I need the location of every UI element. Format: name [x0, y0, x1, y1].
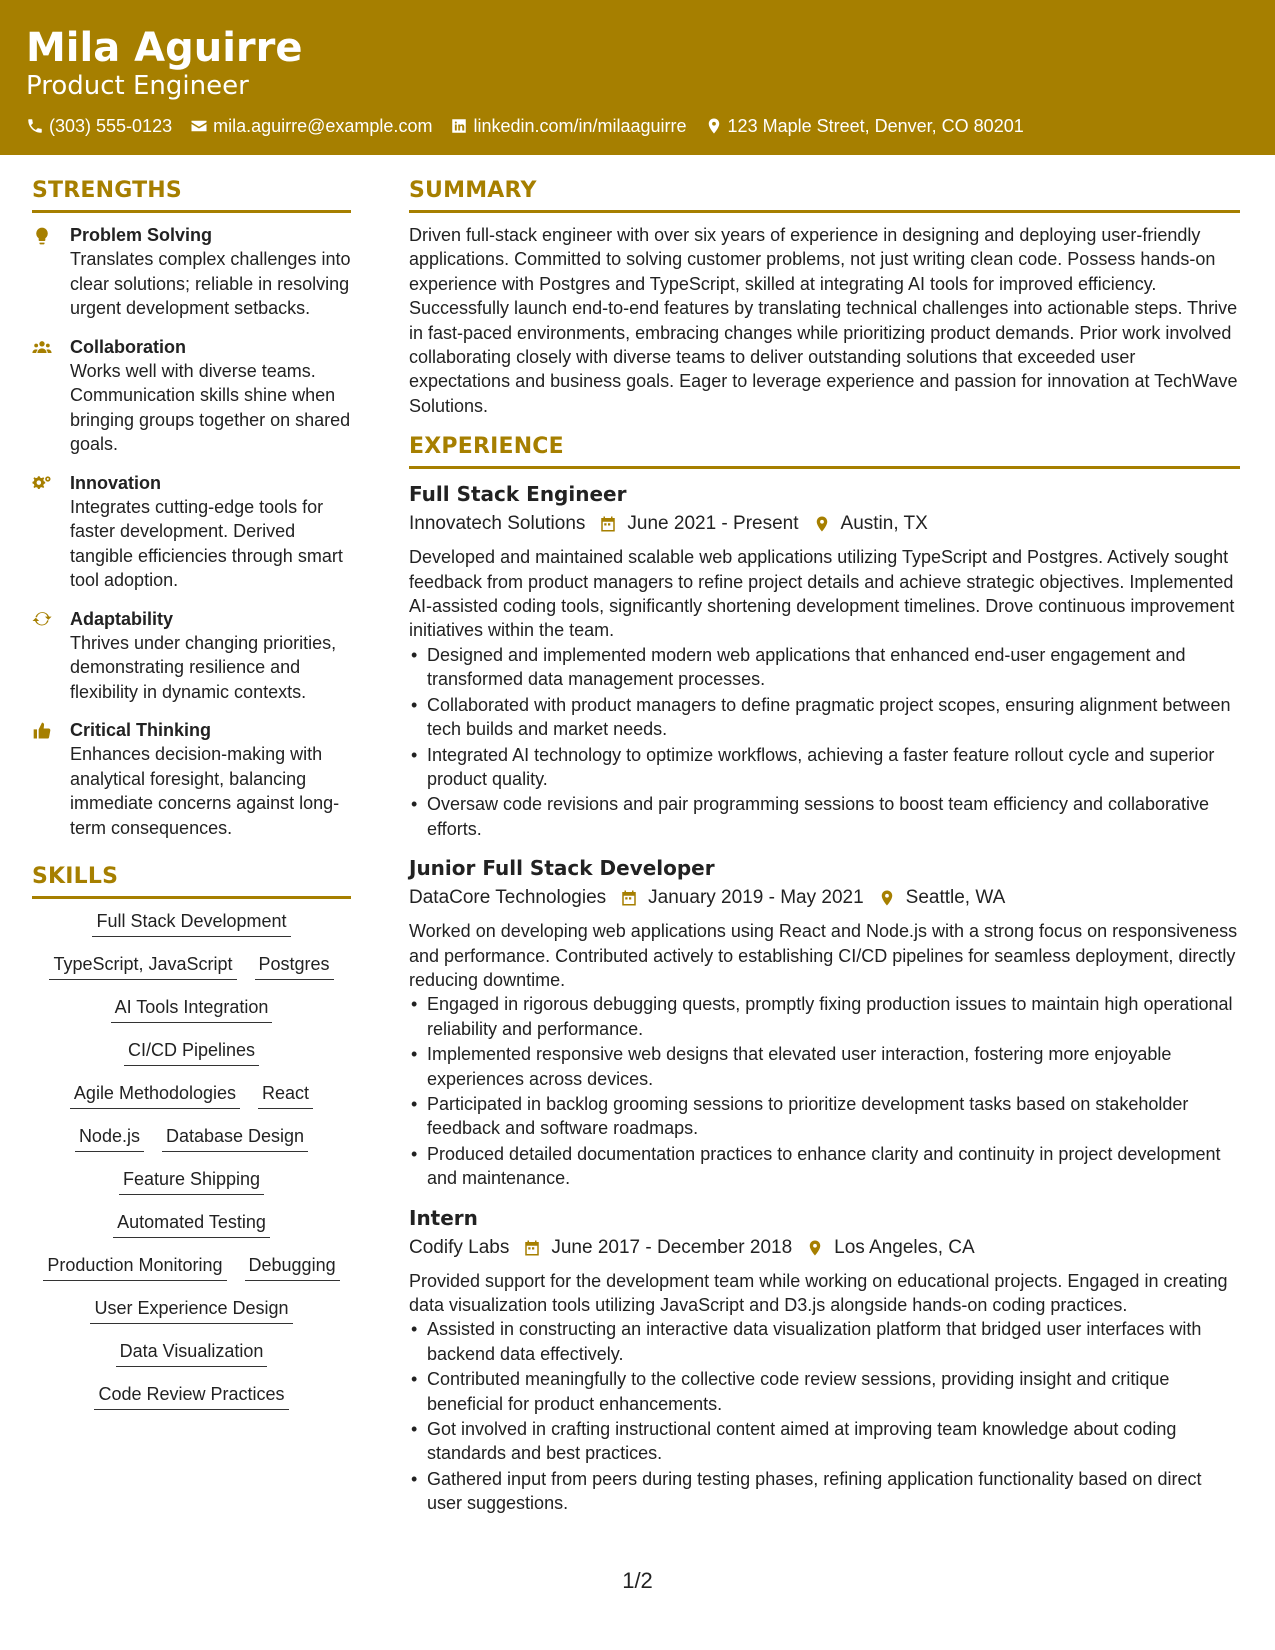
job-dates: June 2017 - December 2018 — [551, 1236, 793, 1258]
strength-desc: Translates complex challenges into clear solutions; reliable in resolving urgent development setbacks. — [70, 249, 351, 318]
email-text: mila.aguirre@example.com — [213, 116, 433, 136]
job-dates: January 2019 - May 2021 — [648, 887, 864, 909]
skill-tag: Code Review Practices — [94, 1382, 288, 1410]
job-bullets — [409, 643, 1240, 841]
page-number: 1/2 — [622, 1568, 653, 1593]
resume-header — [0, 0, 1275, 155]
job-company: DataCore Technologies — [409, 887, 607, 909]
strength-desc: Integrates cutting-edge tools for faster development. Derived tangible efficiencies through smart tool adoption. — [70, 496, 343, 590]
skills-heading: SKILLS — [32, 862, 351, 899]
list-item: • Integrated AI technology to optimize workflows, achieving a faster feature rollout cycle and superior product quality. — [409, 743, 1240, 792]
job-bullets — [409, 1317, 1240, 1515]
calendar-icon — [620, 889, 638, 907]
list-item: • Engaged in rigorous debugging quests, promptly fixing production issues to maintain high operational reliability and performance. — [409, 992, 1240, 1041]
strength-item — [32, 718, 351, 840]
list-item: • Participated in backlog grooming sessions to prioritize development tasks based on stakeholder feedback and software roadmaps. — [409, 1092, 1240, 1141]
phone-icon — [26, 117, 44, 135]
strength-title: Problem Solving — [70, 225, 213, 245]
skill-tag: Data Visualization — [116, 1339, 268, 1367]
job-entry — [409, 853, 1240, 1190]
cogs-icon — [32, 474, 52, 494]
map-marker-icon — [813, 515, 831, 533]
summary-text: Driven full-stack engineer with over six years of experience in designing and deploying user-friendly applications. Committed to solving customer problems, not just writing clean code. Possess hands-on experience with Postgres and TypeScript, skilled at integrating AI tools for improved efficiency. Successfully launch end-to-end features by translating technical challenges into actionable steps. Thrive in fast-paced environments, embracing changes while prioritizing product demands. Prior work involved collaborating closely with diverse teams to deliver outstanding solutions that exceeded user expectations and business goals. Eager to leverage experience and passion for innovation at TechWave Solutions. — [409, 225, 1238, 416]
skill-tag: Automated Testing — [113, 1210, 270, 1238]
job-location: Los Angeles, CA — [834, 1236, 975, 1258]
skills-list — [32, 909, 351, 1410]
job-meta — [409, 509, 1240, 539]
strength-item — [32, 335, 351, 457]
list-item: • Implemented responsive web designs that elevated user interaction, fostering more enjoyable experiences across devices. — [409, 1042, 1240, 1091]
skill-tag: Debugging — [245, 1253, 340, 1281]
skill-tag: User Experience Design — [90, 1296, 292, 1324]
skill-tag: Feature Shipping — [119, 1167, 264, 1195]
contact-address — [705, 114, 1024, 138]
list-item: • Oversaw code revisions and pair programming sessions to boost team efficiency and collaborative efforts. — [409, 792, 1240, 841]
lightbulb-icon — [32, 226, 52, 246]
job-meta — [409, 883, 1240, 913]
envelope-icon — [190, 117, 208, 135]
job-company: Codify Labs — [409, 1236, 510, 1258]
thumbs-up-icon — [32, 721, 52, 741]
contact-email[interactable] — [190, 114, 432, 138]
skill-tag: Node.js — [75, 1124, 144, 1152]
skill-tag: Postgres — [255, 952, 334, 980]
job-company: Innovatech Solutions — [409, 513, 586, 535]
strength-desc: Thrives under changing priorities, demonstrating resilience and flexibility in dynamic contexts. — [70, 632, 337, 702]
skill-tag: AI Tools Integration — [111, 995, 273, 1023]
job-location: Austin, TX — [840, 513, 928, 535]
strength-item — [32, 223, 351, 321]
skill-tag: React — [258, 1081, 313, 1109]
list-item: • Produced detailed documentation practices to enhance clarity and continuity in project development and maintenance. — [409, 1142, 1240, 1191]
job-entry — [409, 479, 1240, 841]
linkedin-icon — [450, 117, 468, 135]
contact-bar — [26, 114, 1249, 138]
strength-desc: Enhances decision-making with analytical foresight, balancing immediate concerns against long-term consequences. — [70, 744, 340, 838]
candidate-name: Mila Aguirre — [26, 25, 303, 71]
list-item: • Got involved in crafting instructional content aimed at improving team knowledge about coding standards and best practices. — [409, 1417, 1240, 1466]
map-marker-icon — [878, 889, 896, 907]
skill-tag: Full Stack Development — [92, 909, 290, 937]
job-meta — [409, 1233, 1240, 1263]
strength-desc: Works well with diverse teams. Communication skills shine when bringing groups together on shared goals. — [70, 360, 351, 454]
candidate-role: Product Engineer — [26, 71, 249, 101]
skill-tag: TypeScript, JavaScript — [49, 952, 236, 980]
list-item: • Gathered input from peers during testing phases, refining application functionality based on direct user suggestions. — [409, 1467, 1240, 1516]
job-description: Provided support for the development team while working on educational projects. Engaged in creating data visualization tools utilizing JavaScript and D3.js alongside hands-on coding practices. — [409, 1270, 1228, 1315]
job-location: Seattle, WA — [905, 887, 1006, 909]
strength-item — [32, 607, 351, 705]
strength-title: Collaboration — [70, 336, 186, 357]
map-marker-icon — [705, 117, 723, 135]
users-icon — [32, 338, 52, 358]
job-description: Developed and maintained scalable web applications utilizing TypeScript and Postgres. Actively sought feedback from product managers to refine project details and achieve strategic objectives. Implemented AI-assisted coding tools, significantly shortening development timelines. Drove continuous improvement initiatives within the team. — [409, 547, 1235, 641]
list-item: • Contributed meaningfully to the collective code review sessions, providing insight and critique beneficial for product enhancements. — [409, 1367, 1240, 1416]
phone-text: (303) 555-0123 — [49, 116, 173, 136]
contact-phone[interactable] — [26, 114, 172, 138]
job-bullets — [409, 992, 1240, 1190]
refresh-icon — [32, 610, 52, 630]
skill-tag: Agile Methodologies — [70, 1081, 240, 1109]
list-item: • Assisted in constructing an interactive data visualization platform that bridged user interfaces with backend data effectively. — [409, 1317, 1240, 1366]
job-title: Junior Full Stack Developer — [409, 856, 715, 881]
summary-heading: SUMMARY — [409, 176, 1240, 213]
strength-title: Innovation — [70, 472, 161, 493]
calendar-icon — [599, 515, 617, 533]
address-text: 123 Maple Street, Denver, CO 80201 — [727, 116, 1024, 136]
job-title: Full Stack Engineer — [409, 482, 627, 507]
job-title: Intern — [409, 1205, 478, 1230]
right-column — [409, 176, 1240, 1528]
skill-tag: CI/CD Pipelines — [124, 1038, 259, 1066]
strengths-heading: STRENGTHS — [32, 176, 351, 213]
left-column — [32, 176, 351, 1425]
experience-heading: EXPERIENCE — [409, 432, 1240, 469]
job-entry — [409, 1203, 1240, 1516]
strength-title: Critical Thinking — [70, 720, 212, 740]
strength-item — [32, 471, 351, 593]
linkedin-text: linkedin.com/in/milaaguirre — [473, 116, 687, 136]
contact-linkedin[interactable] — [450, 114, 686, 138]
skill-tag: Production Monitoring — [43, 1253, 226, 1281]
list-item: • Designed and implemented modern web applications that enhanced end-user engagement and transformed data management processes. — [409, 643, 1240, 692]
job-dates: June 2021 - Present — [627, 513, 799, 535]
list-item: • Collaborated with product managers to define pragmatic project scopes, ensuring alignment between tech builds and market needs. — [409, 693, 1240, 742]
skill-tag: Database Design — [162, 1124, 308, 1152]
strength-title: Adaptability — [70, 608, 174, 629]
map-marker-icon — [806, 1239, 824, 1257]
job-description: Worked on developing web applications using React and Node.js with a strong focus on responsiveness and performance. Contributed actively to establishing CI/CD pipelines for seamless deployment, directly reducing downtime. — [409, 921, 1238, 990]
calendar-icon — [523, 1239, 541, 1257]
